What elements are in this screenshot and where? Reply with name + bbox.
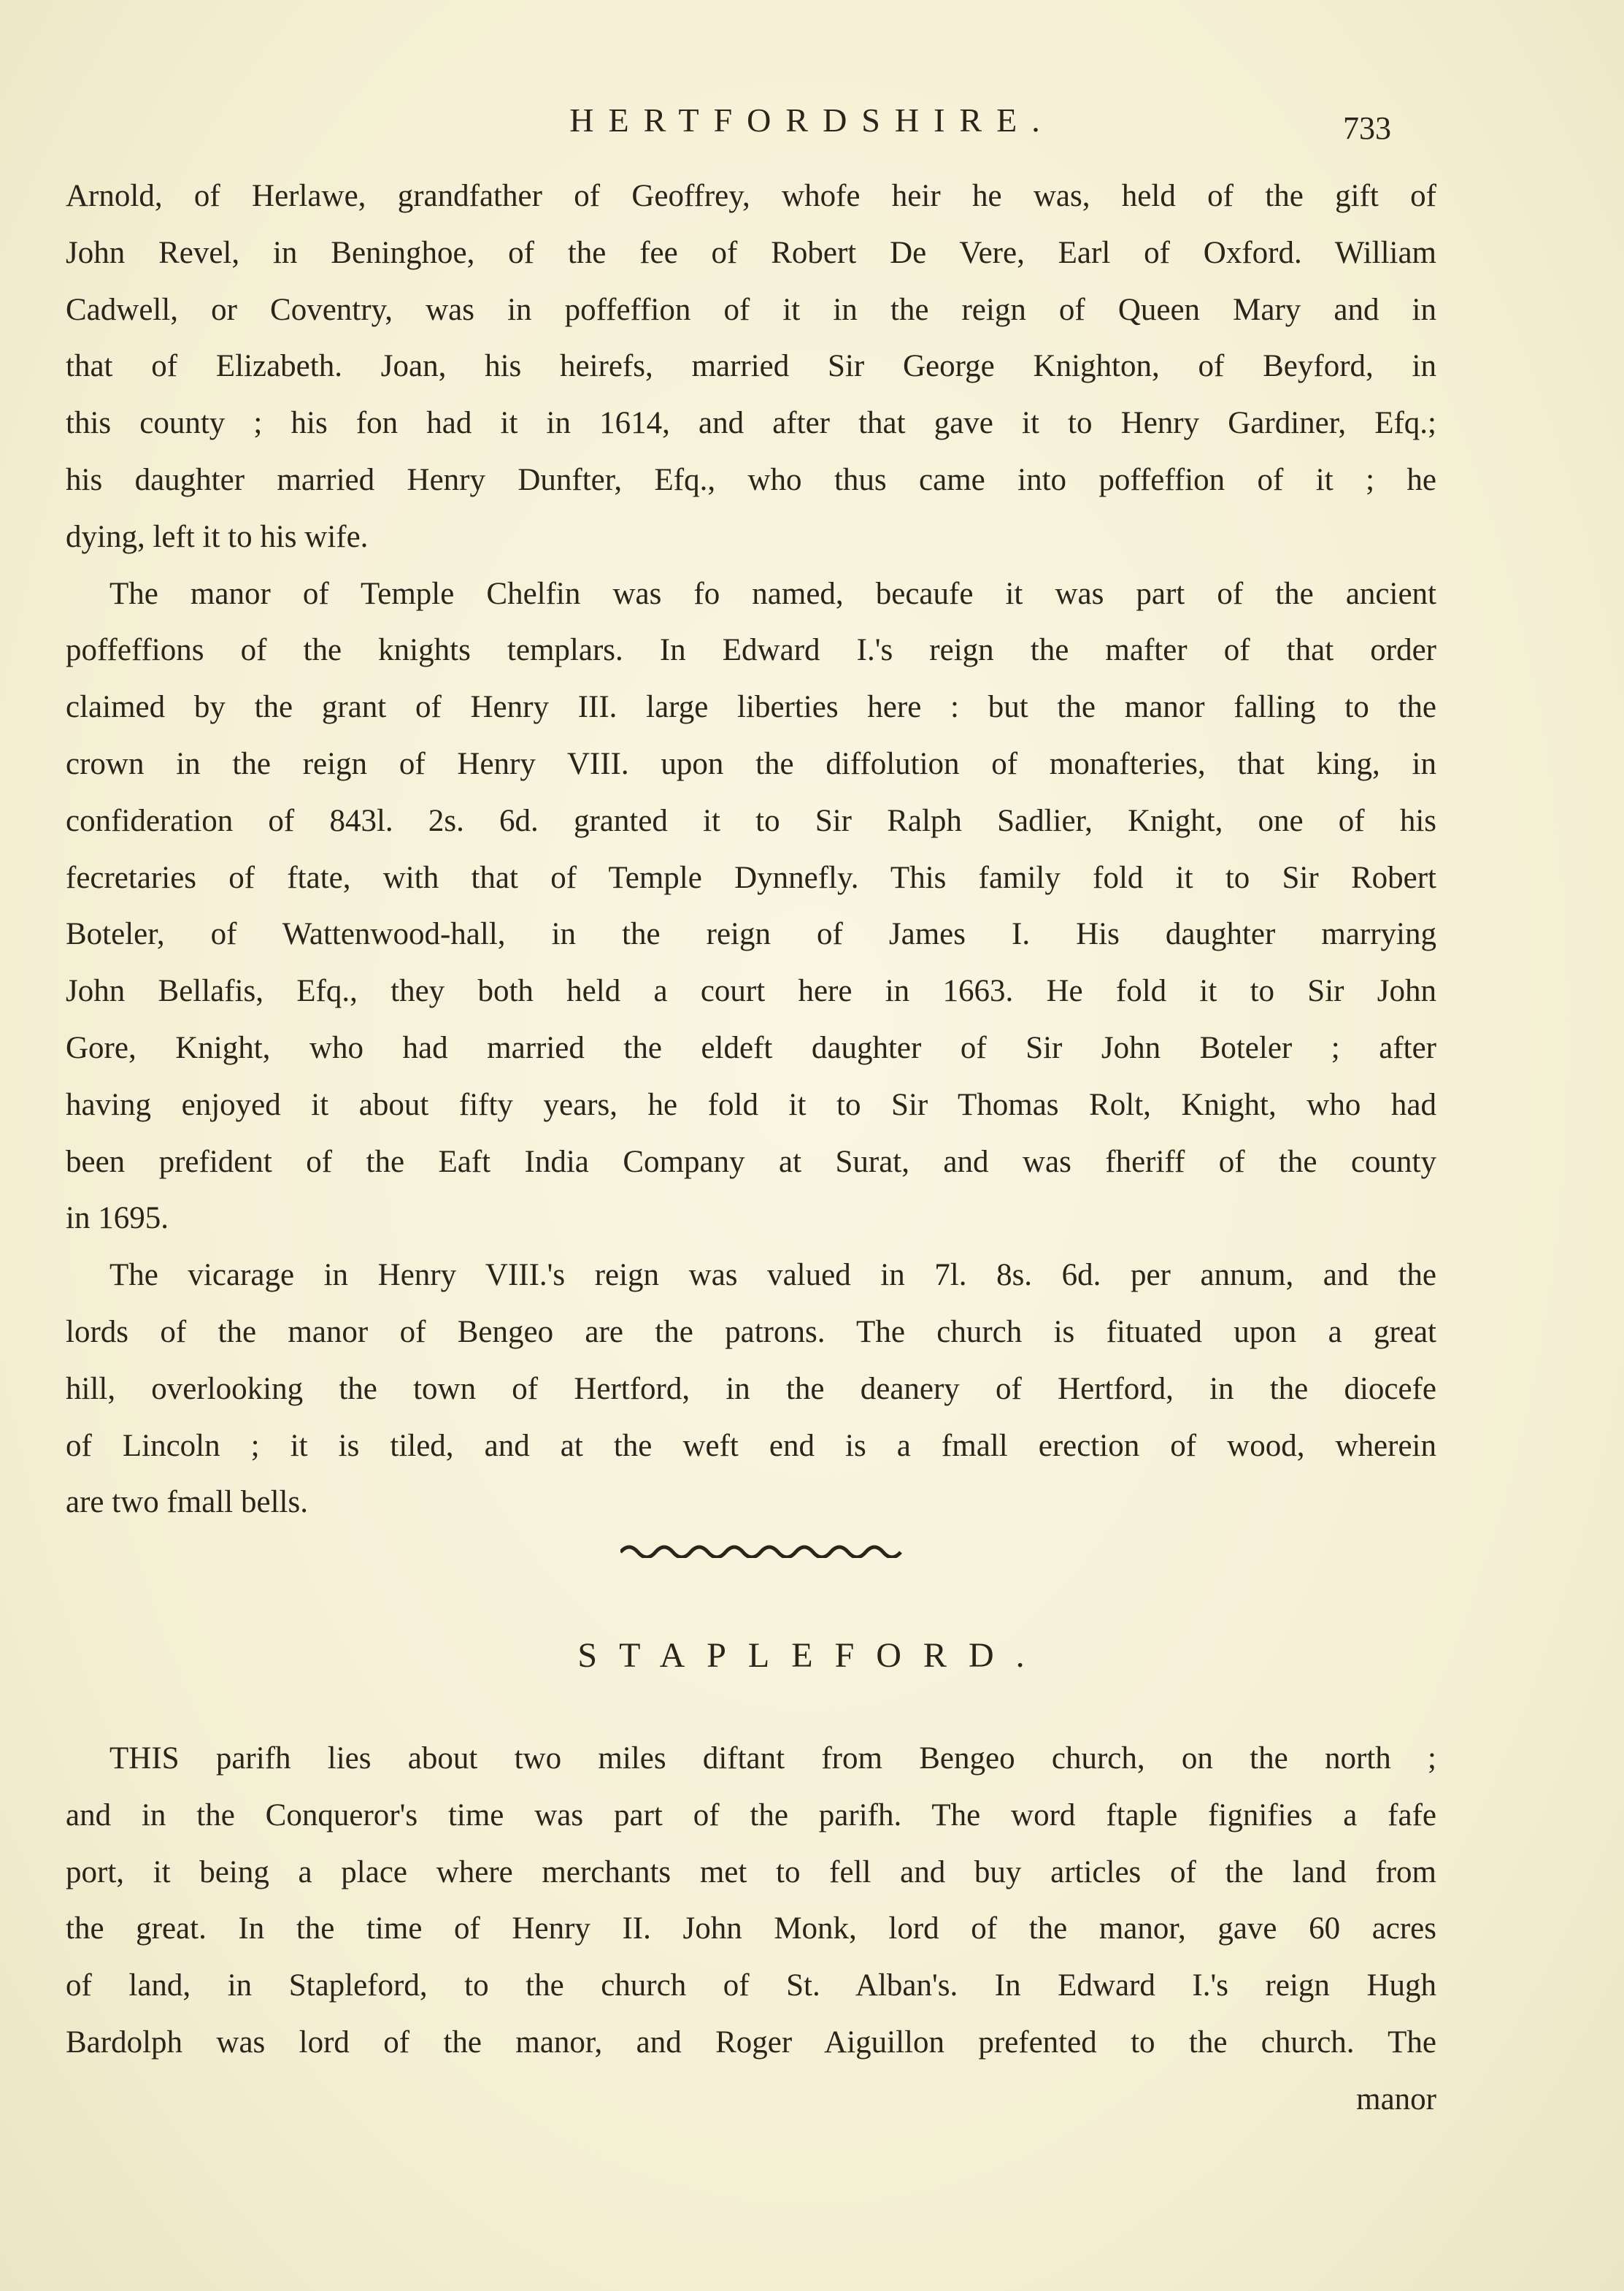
text-line: that of Elizabeth. Joan, his heirefs, married Sir George Knighton, of Beyford, in bbox=[66, 349, 1436, 384]
text-line: Cadwell, or Coventry, was in poffeffion of it in the reign of Queen Mary and in bbox=[66, 292, 1436, 327]
page-number: 733 bbox=[1343, 110, 1391, 146]
text-line: THIS parifh lies about two miles diftant from Bengeo church, on the north ; bbox=[109, 1741, 1436, 1776]
text-line: dying, left it to his wife. bbox=[66, 519, 369, 554]
section-title: STAPLEFORD. bbox=[577, 1636, 1047, 1675]
text-line: fecretaries of ftate, with that of Temple Dynnefly. This family fold it to Sir Robert bbox=[66, 860, 1436, 895]
text-line: Boteler, of Wattenwood-hall, in the reign of James I. His daughter marrying bbox=[66, 917, 1436, 952]
text-line: of Lincoln ; it is tiled, and at the weft end is a fmall erection of wood, wherein bbox=[66, 1428, 1436, 1463]
text-line: confideration of 843l. 2s. 6d. granted it to Sir Ralph Sadlier, Knight, one of his bbox=[66, 803, 1436, 838]
text-block-stapleford bbox=[66, 1730, 1436, 2128]
text-line: the great. In the time of Henry II. John Monk, lord of the manor, gave 60 acres bbox=[66, 1911, 1436, 1946]
text-line: crown in the reign of Henry VIII. upon the diffolution of monafteries, that king, in bbox=[66, 746, 1436, 781]
text-line: and in the Conqueror's time was part of the parifh. The word ftaple fignifies a fafe bbox=[66, 1797, 1436, 1833]
text-line: this county ; his fon had it in 1614, and after that gave it to Henry Gardiner, Efq.; bbox=[66, 406, 1436, 441]
text-block-bengeo bbox=[66, 168, 1436, 1531]
text-line: are two fmall bells. bbox=[66, 1485, 308, 1520]
ornament-divider bbox=[620, 1542, 912, 1558]
text-line: hill, overlooking the town of Hertford, in the deanery of Hertford, in the diocefe bbox=[66, 1371, 1436, 1406]
text-line: port, it being a place where merchants met to fell and buy articles of the land from bbox=[66, 1854, 1436, 1889]
text-line: lords of the manor of Bengeo are the patrons. The church is fituated upon a great bbox=[66, 1314, 1436, 1349]
text-line: The vicarage in Henry VIII.'s reign was valued in 7l. 8s. 6d. per annum, and the bbox=[109, 1258, 1436, 1293]
text-line: John Revel, in Beninghoe, of the fee of Robert De Vere, Earl of Oxford. William bbox=[66, 235, 1436, 270]
text-line: his daughter married Henry Dunfter, Efq., who thus came into poffeffion of it ; he bbox=[66, 462, 1436, 497]
catchword: manor bbox=[1356, 2081, 1436, 2117]
text-line: been prefident of the Eaft India Company at Surat, and was fheriff of the county bbox=[66, 1144, 1436, 1179]
text-line: claimed by the grant of Henry III. large liberties here : but the manor falling to the bbox=[66, 690, 1436, 725]
text-line: having enjoyed it about fifty years, he fold it to Sir Thomas Rolt, Knight, who had bbox=[66, 1087, 1436, 1122]
text-line: poffeffions of the knights templars. In Edward I.'s reign the mafter of that order bbox=[66, 633, 1436, 668]
text-line: of land, in Stapleford, to the church of St. Alban's. In Edward I.'s reign Hugh bbox=[66, 1968, 1436, 2003]
text-line: John Bellafis, Efq., they both held a court here in 1663. He fold it to Sir John bbox=[66, 974, 1436, 1009]
text-line: The manor of Temple Chelfin was fo named, becaufe it was part of the ancient bbox=[109, 576, 1436, 611]
text-line: Gore, Knight, who had married the eldeft daughter of Sir John Boteler ; after bbox=[66, 1030, 1436, 1065]
text-line: Arnold, of Herlawe, grandfather of Geoffrey, whofe heir he was, held of the gift of bbox=[66, 179, 1436, 213]
text-line: in 1695. bbox=[66, 1201, 169, 1236]
running-head: HERTFORDSHIRE. bbox=[569, 101, 1055, 139]
text-line: Bardolph was lord of the manor, and Roger Aiguillon prefented to the church. The bbox=[66, 2025, 1436, 2060]
